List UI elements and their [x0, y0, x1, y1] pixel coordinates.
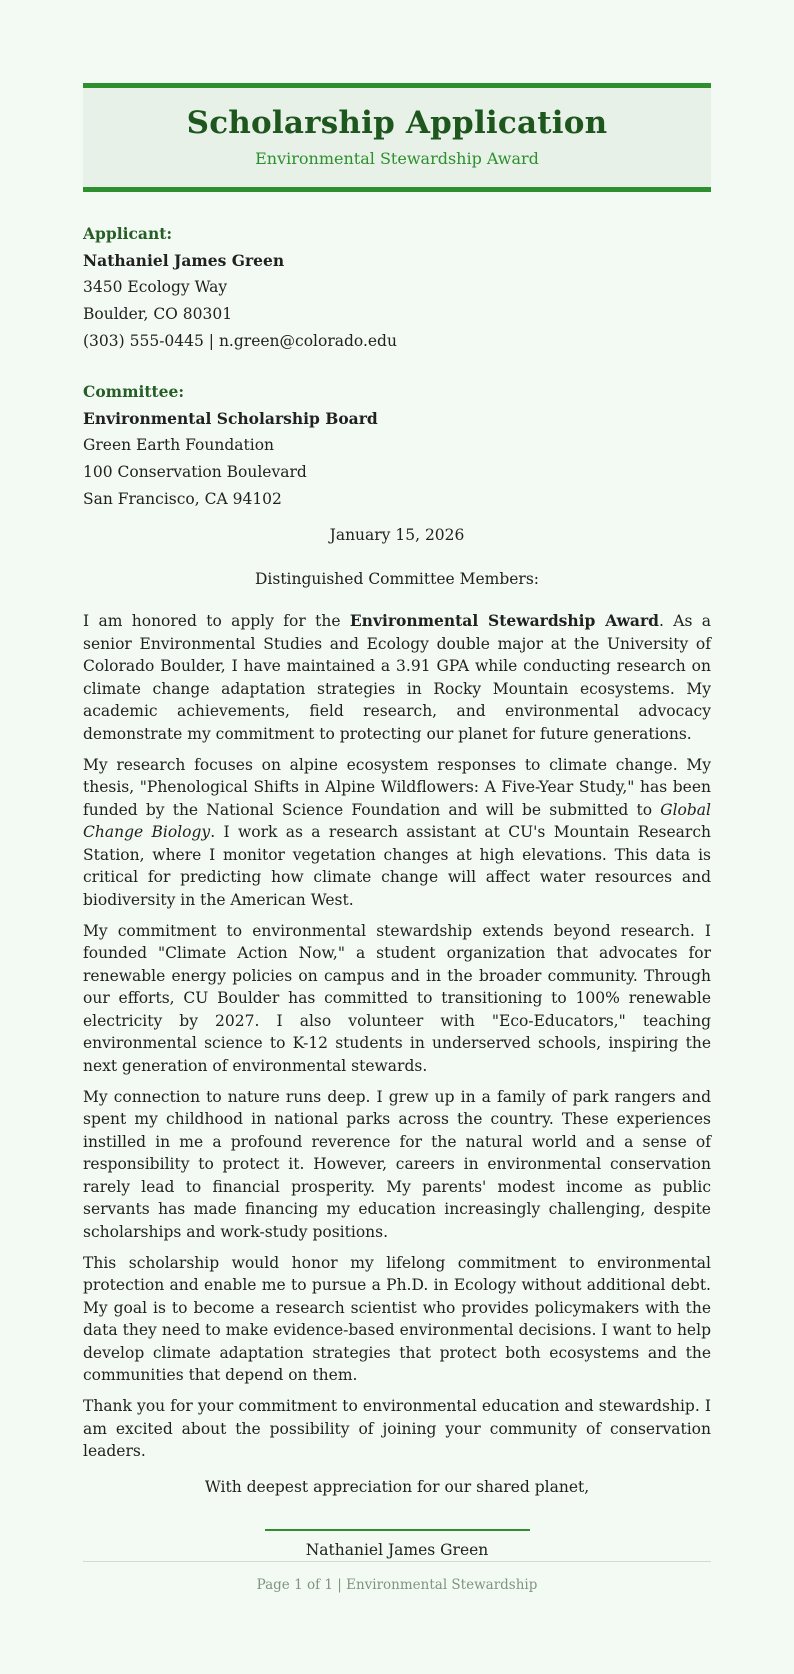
- committee-address-street: 100 Conservation Boulevard: [83, 463, 307, 481]
- applicant-contact: (303) 555-0445 | n.green@colorado.edu: [83, 332, 397, 350]
- committee-address-city: San Francisco, CA 94102: [83, 490, 282, 508]
- letter-title: Scholarship Application: [186, 105, 608, 141]
- closing: With deepest appreciation for our shared planet,: [204, 1478, 590, 1496]
- signature-name: Nathaniel James Green: [305, 1540, 489, 1559]
- signature-block: [83, 1529, 711, 1562]
- letter-paragraph: This scholarship would honor my lifelong commitment to environmental protection and enable me to pursue a Ph.D. in Ecology without additional debt. My goal is to become a research scientist who provides policymakers with the data they need to make evidence-based environmental decisions. I want to help develop climate adaptation strategies that protect both ecosystems and the communities that depend on them.: [83, 1253, 711, 1384]
- committee-block: [83, 378, 711, 513]
- letter-header: [83, 83, 711, 192]
- applicant-block: [83, 220, 711, 355]
- committee-label: Committee:: [83, 382, 185, 401]
- applicant-label: Applicant:: [83, 224, 173, 243]
- applicant-name: Nathaniel James Green: [83, 251, 285, 270]
- page-footer: [83, 1561, 711, 1674]
- letter-paragraph: I am honored to apply for the Environmental Stewardship Award. As a senior Environmental Studies and Ecology double major at the University of Colorado Boulder, I have maintained a 3.91 GPA while conducting research on climate change adaptation strategies in Rocky Mountain ecosystems. My academic achievements, field research, and environmental advocacy demonstrate my commitment to protecting our planet for future generations.: [83, 611, 711, 743]
- letter-subtitle: Environmental Stewardship Award: [255, 149, 539, 168]
- applicant-address-city: Boulder, CO 80301: [83, 305, 233, 323]
- letter-body: [83, 610, 711, 1471]
- letter-paragraph: My connection to nature runs deep. I grew up in a family of park rangers and spent my childhood in national parks across the country. These experiences instilled in me a profound reverence for the natural world and a sense of responsibility to protect it. However, careers in environmental conservation rarely lead to financial prosperity. My parents' modest income as public servants has made financing my education increasingly challenging, despite scholarships and work-study positions.: [83, 1087, 711, 1241]
- committee-name: Environmental Scholarship Board: [83, 409, 378, 428]
- letter-date: January 15, 2026: [329, 526, 465, 544]
- committee-org: Green Earth Foundation: [83, 436, 275, 454]
- applicant-address-street: 3450 Ecology Way: [83, 278, 228, 296]
- signature-line: [265, 1529, 530, 1531]
- footer-text: Page 1 of 1 | Environmental Stewardship: [256, 1577, 538, 1593]
- letter-paragraph: My research focuses on alpine ecosystem responses to climate change. My thesis, "Phenological Shifts in Alpine Wildflowers: A Five-Year Study," has been funded by the National Science Foundation and will be submitted to Global Change Biology. I work as a research assistant at CU's Mountain Research Station, where I monitor vegetation changes at high elevations. This data is critical for predicting how climate change will affect water resources and biodiversity in the American West.: [83, 755, 711, 909]
- salutation: Distinguished Committee Members:: [254, 569, 540, 588]
- letter-paragraph: My commitment to environmental stewardship extends beyond research. I founded "Climate Action Now," a student organization that advocates for renewable energy policies on campus and in the broader community. Through our efforts, CU Boulder has committed to transitioning to 100% renewable electricity by 2027. I also volunteer with "Eco-Educators," teaching environmental science to K-12 students in underserved schools, inspiring the next generation of environmental stewards.: [83, 921, 711, 1075]
- letter-paragraph: Thank you for your commitment to environmental education and stewardship. I am excited about the possibility of joining your community of conservation leaders.: [83, 1397, 711, 1460]
